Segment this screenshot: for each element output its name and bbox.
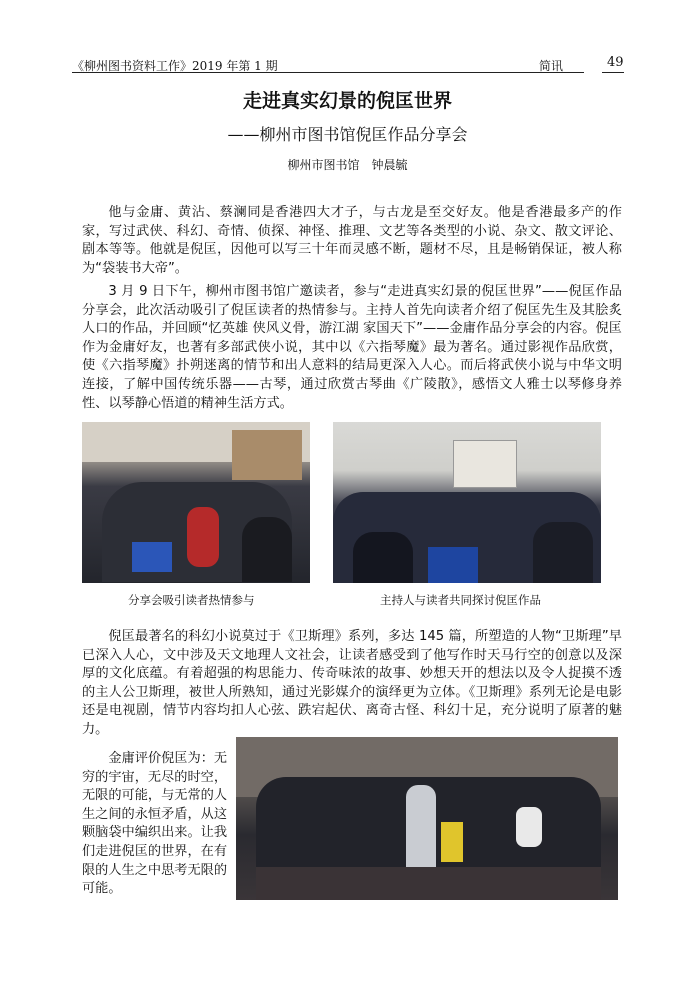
header-rule	[72, 72, 584, 73]
article-subtitle: ——柳州市图书馆倪匡作品分享会	[227, 125, 468, 144]
photo-audience	[82, 422, 310, 583]
body-paragraph-3: 倪匡最著名的科幻小说莫过于《卫斯理》系列，多达 145 篇，所塑造的人物“卫斯理”早已深入人心，文中涉及天文地理人文社会，让读者感受到了他写作时天马行空的创意以及深厚的文化底蕴。有着超强的构思能力、传奇味浓的故事、妙想天开的想法以及令人捉摸不透的主人公卫斯理，被世人所熟知，通过光影媒介的演绎更为立体。《卫斯理》系列无论是电影还是电视剧，情节内容均扣人心弦、跌宕起伏、离奇古怪、科幻十足，充分说明了原著的魅力。	[82, 629, 622, 737]
section-label: 简讯	[539, 59, 564, 73]
page-number: 49	[607, 55, 624, 70]
photo-caption-2: 主持人与读者共同探讨倪匡作品	[380, 593, 541, 607]
journal-title: 《柳州图书资料工作》2019 年第 1 期	[72, 59, 278, 73]
body-paragraph-4: 金庸评价倪匡为：无穷的宇宙，无尽的时空，无限的可能，与无常的人生之间的永恒矛盾，从这颗脑袋中编织出来。让我们走进倪匡的世界，在有限的人生之中思考无限的可能。	[82, 751, 228, 897]
body-paragraph-2: 3 月 9 日下午，柳州市图书馆广邀读者，参与“走进真实幻景的倪匡世界”——倪匡作品分享会，此次活动吸引了倪匡读者的热情参与。主持人首先向读者介绍了倪匡先生及其脍炙人口的作品，并回顾“忆英雄 侠风义骨，游江湖 家国天下”——金庸作品分享会的内容。倪匡作为金庸好友，也著有多部武侠小说，其中以《六指琴魔》最为著名。通过影视作品欣赏，使《六指琴魔》扑朔迷离的情节和出人意料的结局更深入人心。而后将武侠小说与中华文明连接，了解中国传统乐器——古琴，通过欣赏古琴曲《广陵散》，感悟文人雅士以琴修身养性、以琴静心悟道的精神生活方式。	[82, 284, 622, 411]
article-title: 走进真实幻景的倪匡世界	[242, 90, 452, 112]
photo-host-discussion	[333, 422, 601, 583]
photo-group	[236, 737, 618, 900]
header-rule-short	[602, 72, 624, 73]
article-author: 柳州市图书馆 钟晨毓	[287, 158, 408, 172]
body-paragraph-1: 他与金庸、黄沾、蔡澜同是香港四大才子，与古龙是至交好友。他是香港最多产的作家，写过武侠、科幻、奇情、侦探、神怪、推理、文艺等各类型的小说、杂文、散文评论、剧本等等。他就是倪匡，因他可以写三十年而灵感不断，题材不尽，且是畅销保证，被人称为“袋装书大帝”。	[82, 205, 622, 276]
photo-caption-1: 分享会吸引读者热情参与	[128, 593, 255, 607]
running-header	[72, 55, 624, 75]
